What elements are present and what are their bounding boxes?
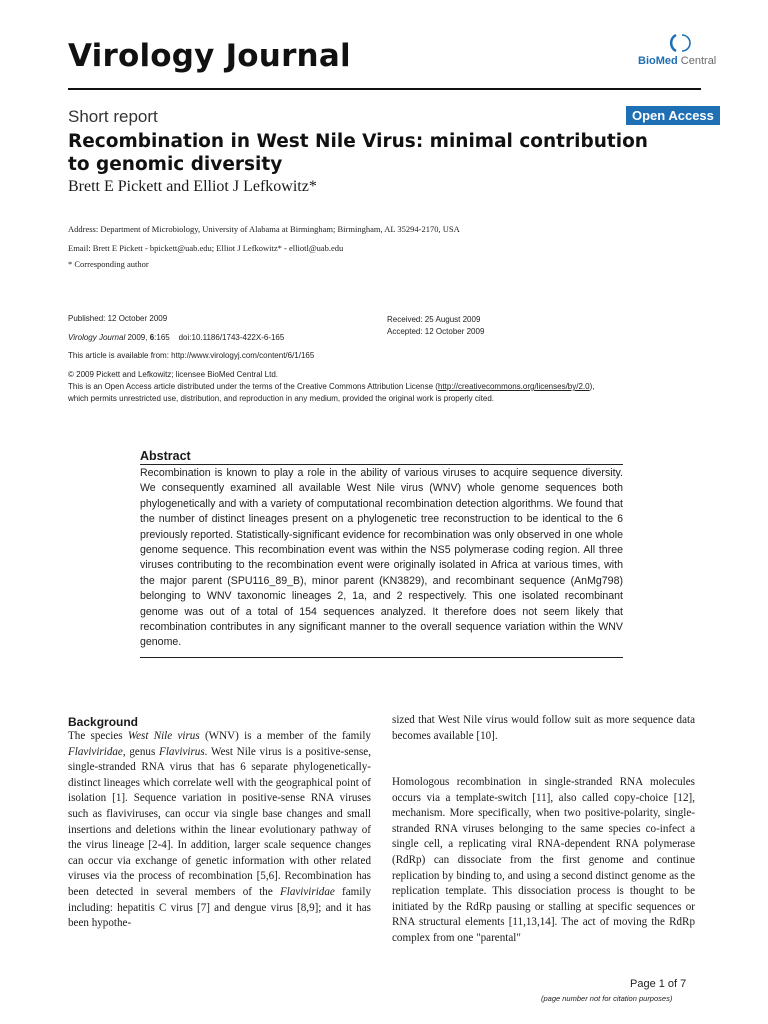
background-right-paragraph-2: Homologous recombination in single-stranded RNA molecules occurs via a template-switch [11], also called copy-choice [12], mechanism. More specifically, when two positive-polarity, single-stranded RNA viruses belonging to the same species co-infect a single cell, a replicating viral RNA-dependent RNA polymerase (RdRp) can dissociate from the first genome and continue replication by binding to, and using a second distinct genome as the replication template. This dissociation process is thought to be initiated by the RdRp pausing or stalling at specific sequences or RNA structural elements [11,13,14]. The act of moving the RdRp complex from one "parental" [392, 776, 695, 944]
bg-text: The species [68, 730, 128, 742]
author-emails: Email: Brett E Pickett - bpickett@uab.edu; Elliot J Lefkowitz* - elliotl@uab.edu [68, 243, 344, 253]
bg-text: . West Nile virus is a positive-sense, single-stranded RNA virus that has 6 separate phylogenetically-distinct lineages which correlate well with the geographical point of isolation [1]. Sequence variation in positive-sense RNA viruses such as flaviviruses, can occur via single base changes and small insertions and deletions within the linear evolutionary pathway of the virus lineage [2-4]. In addition, larger scale sequence changes can occur via exchange of genetic information with other related viruses via the process of recombination [5,6]. Recombination has been detected in several members of the [68, 745, 371, 898]
citation-volume: 6 [149, 333, 155, 342]
page-number: Page 1 of 7 [630, 978, 687, 990]
publisher-logo[interactable] [638, 30, 728, 70]
abstract-heading: Abstract [140, 449, 191, 463]
bg-genus: Flavivirus [159, 745, 205, 758]
publisher-name [638, 55, 716, 67]
page-number-note: (page number not for citation purposes) [541, 994, 673, 1003]
bg-text: (WNV) is a member of the family [199, 730, 371, 742]
license-text-end: ), [589, 382, 595, 391]
abstract-bottom-rule [140, 657, 623, 658]
published-date: Published: 12 October 2009 [68, 314, 168, 323]
background-left-column [68, 729, 371, 932]
background-right-paragraph-1: sized that West Nile virus would follow suit as more sequence data becomes available [10]. [392, 714, 695, 742]
abstract-top-rule [140, 464, 623, 465]
bg-family-2: Flaviviridae [279, 885, 335, 898]
article-authors: Brett E Pickett and Elliot J Lefkowitz* [68, 178, 317, 195]
abstract-text: Recombination is known to play a role in the ability of various viruses to acquire sequence diversity. We consequently examined all available West Nile virus (WNV) whole genome sequences both phylogenetically and with a variety of computational recombination detection algorithms. We found that the number of distinct lineages present on a phylogenetic tree reconstruction to be identical to the 6 previously reported. Statistically-significant evidence for recombination was only observed in one whole genome sequence. This recombination event was within the NS5 polymerase coding region. All three viruses contributing to the recombination event were originally isolated in Africa at various times, with the major parent (SPU116_89_B), minor parent (KN3829), and recombinant sequence (AnMg798) belonging to WNV taxonomic lineages 2, 1a, and 2 respectively. This one isolated recombinant genome was out of a total of 154 sequences analyzed. It therefore does not seem likely that recombination contributes in any significant manner to the overall sequence variation within the WNV genome. [140, 467, 623, 649]
license-text: This is an Open Access article distributed under the terms of the Creative Commons Attribution License ( [68, 382, 438, 391]
article-type: Short report [68, 107, 158, 126]
received-date: Received: 25 August 2009 [387, 315, 481, 324]
bg-text: family including: hepatitis C virus [7] and dengue virus [8,9]; and it has been hypothe- [68, 885, 371, 930]
author-address: Address: Department of Microbiology, University of Alabama at Birmingham; Birmingham, AL 35294-2170, USA [68, 224, 460, 234]
citation-journal: Virology Journal [68, 333, 126, 342]
open-access-badge: Open Access [626, 106, 720, 125]
corresponding-author-note: * Corresponding author [68, 259, 149, 269]
article-url[interactable]: This article is available from: http://www.virologyj.com/content/6/1/165 [68, 351, 315, 360]
citation-year: 2009, [125, 333, 150, 342]
publisher-name-central: Central [677, 55, 717, 67]
license-link[interactable]: http://creativecommons.org/licenses/by/2.0 [437, 382, 590, 391]
publisher-name-bio: BioMed [638, 55, 678, 67]
bg-species: West Nile virus [127, 730, 200, 742]
citation-doi: :165 doi:10.1186/1743-422X-6-165 [154, 333, 285, 342]
accepted-date: Accepted: 12 October 2009 [387, 327, 485, 336]
journal-title: Virology Journal [68, 38, 351, 74]
bg-family: Flaviviridae [68, 745, 123, 758]
copyright-line: © 2009 Pickett and Lefkowitz; licensee BioMed Central Ltd. [68, 370, 279, 379]
license-line-2: which permits unrestricted use, distribution, and reproduction in any medium, provided the original work is properly cited. [68, 394, 494, 403]
article-title: Recombination in West Nile Virus: minimal contribution to genomic diversity [68, 131, 648, 175]
biomed-central-logo-icon [668, 32, 694, 54]
background-heading: Background [68, 715, 139, 729]
citation-line [68, 331, 284, 345]
header-rule [68, 88, 701, 90]
bg-text: , genus [122, 745, 160, 758]
